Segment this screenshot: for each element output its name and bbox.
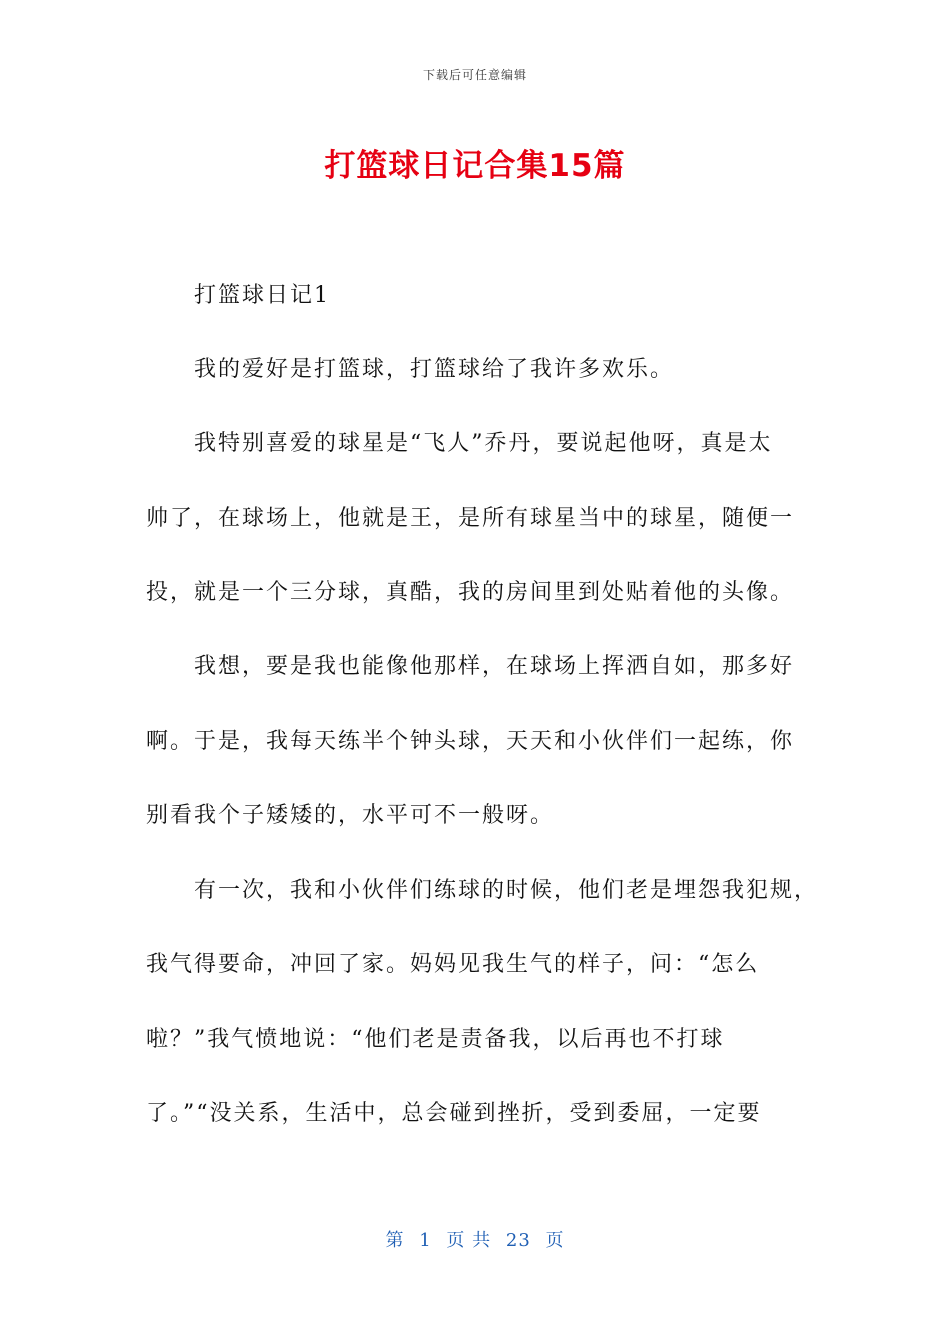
document-title: 打篮球日记合集15篇 bbox=[324, 148, 626, 184]
footer-suffix: 页 bbox=[545, 1230, 565, 1251]
footer-prefix: 第 bbox=[385, 1230, 405, 1251]
paragraph-line: 我的爱好是打篮球，打篮球给了我许多欢乐。 bbox=[194, 357, 675, 382]
page-footer bbox=[0, 1226, 950, 1252]
paragraph-line: 帅了，在球场上，他就是王，是所有球星当中的球星，随便一 bbox=[146, 506, 795, 531]
paragraph-line: 我气得要命，冲回了家。妈妈见我生气的样子，问：“怎么 bbox=[146, 952, 760, 977]
paragraph-line: 啦？”我气愤地说：“他们老是责备我，以后再也不打球 bbox=[146, 1027, 725, 1052]
footer-page-number: 1 bbox=[419, 1230, 432, 1251]
paragraph-line: 别看我个子矮矮的，水平可不一般呀。 bbox=[146, 803, 555, 828]
paragraph-line: 了。”“没关系，生活中，总会碰到挫折，受到委屈，一定要 bbox=[146, 1101, 762, 1126]
paragraph-line: 我想，要是我也能像他那样，在球场上挥洒自如，那多好 bbox=[194, 654, 795, 679]
paragraph-line: 我特别喜爱的球星是“飞人”乔丹，要说起他呀，真是太 bbox=[194, 431, 773, 456]
paragraph-line: 投，就是一个三分球，真酷，我的房间里到处贴着他的头像。 bbox=[146, 580, 795, 605]
header-note: 下载后可任意编辑 bbox=[422, 68, 527, 82]
section-heading: 打篮球日记1 bbox=[194, 283, 330, 308]
footer-middle: 页 共 bbox=[446, 1230, 492, 1251]
footer-total-pages: 23 bbox=[505, 1230, 531, 1251]
paragraph-line: 啊。于是，我每天练半个钟头球，天天和小伙伴们一起练，你 bbox=[146, 729, 795, 754]
paragraph-line: 有一次，我和小伙伴们练球的时候，他们老是埋怨我犯规， bbox=[194, 878, 819, 903]
